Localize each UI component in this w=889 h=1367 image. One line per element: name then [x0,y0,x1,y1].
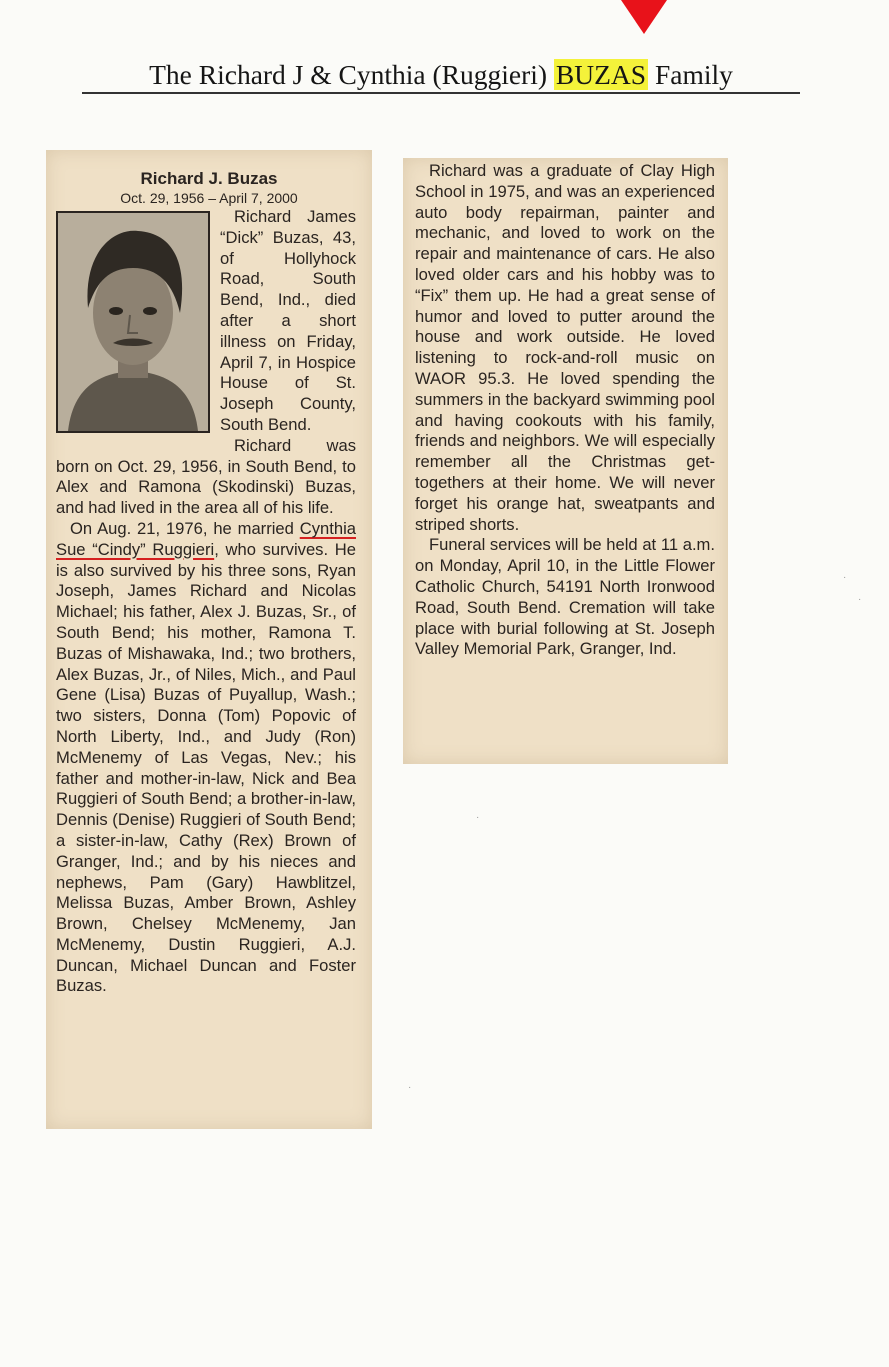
scan-speck: · [408,1082,412,1093]
portrait-photo [56,211,210,433]
scan-speck: · [843,572,847,583]
spouse-name-underlined: Cynthia Sue “Cindy” Ruggieri [56,518,356,559]
obituary-paragraph-intro [56,207,356,436]
obituary-clipping-right [403,158,728,764]
title-highlight-surname: BUZAS [555,59,647,90]
scan-speck: · [476,812,480,823]
obituary-column-right [415,161,715,660]
red-ribbon-marker [621,0,667,34]
portrait-illustration [58,213,208,431]
obituary-paragraph-survivors [56,519,356,997]
survivors-list: , who survives. He is also survived by his three sons, Ryan Joseph, James Richard and Nicolas Michael; his father, Alex J. Buzas, Sr., of South Bend; his mother, Ramona T. Buzas of Mishawaka, Ind.; two brothers, Alex Buzas, Jr., of Niles, Mich., and Paul Gene (Lisa) Buzas of Puyallup, Wash.; two sisters, Donna (Tom) Popovic of North Liberty, Ind., and Judy (Ron) McMenemy of Las Vegas, Nev.; his father and mother-in-law, Nick and Bea Ruggieri of South Bend; a brother-in-law, Dennis (Denise) Ruggieri of South Bend; a sister-in-law, Cathy (Rex) Brown of Granger, Ind.; and by his nieces and nephews, Pam (Gary) Hawblitzel, Melissa Buzas, Amber Brown, Ashley Brown, Chelsey McMenemy, Jan McMenemy, Dustin Ruggieri, A.J. Duncan, Michael Duncan and Foster Buzas. [56,539,356,996]
obituary-paragraph-life: Richard was a graduate of Clay High School in 1975, and was an experienced auto body repairman, painter and mechanic, and loved to work on the repair and maintenance of cars. He also loved older cars and his hobby was to “Fix” them up. He had a great sense of humor and loved to putter around the house and work outside. He loved listening to rock-and-roll music on WAOR 95.3. He loved spending the summers in the backyard swimming pool and having cookouts with his family, friends and neighbors. We will especially remember all the Christmas get-togethers at their home. We will never forget his orange hat, sweatpants and striped shorts. [415,161,715,534]
survivors-lead: On Aug. 21, 1976, he married [70,518,300,538]
title-suffix: Family [648,59,733,90]
obituary-paragraph-birth: Richard was born on Oct. 29, 1956, in South Bend, to Alex and Ramona (Skodinski) Buzas, and had lived in the area all of his life. [56,435,356,518]
obituary-clipping-left [46,150,372,1129]
obituary-name: Richard J. Buzas [140,169,278,188]
obituary-intro-text: Richard James “Dick” Buzas, 43, of Hollyhock Road, South Bend, Ind., died after a short illness on Friday, April 7, in Hospice House of St. Joseph County, South Bend. [220,207,356,434]
obituary-column-left [56,207,356,997]
obituary-paragraph-services: Funeral services will be held at 11 a.m. on Monday, April 10, in the Little Flower Catholic Church, 54191 North Ironwood Road, South Bend. Cremation will take place with burial following at St. Joseph Valley Memorial Park, Granger, Ind. [415,535,715,659]
obituary-dates: Oct. 29, 1956 – April 7, 2000 [120,190,298,206]
scan-speck: · [858,594,862,605]
title-prefix: The Richard J & Cynthia (Ruggieri) [149,59,554,90]
page-title [82,58,800,94]
